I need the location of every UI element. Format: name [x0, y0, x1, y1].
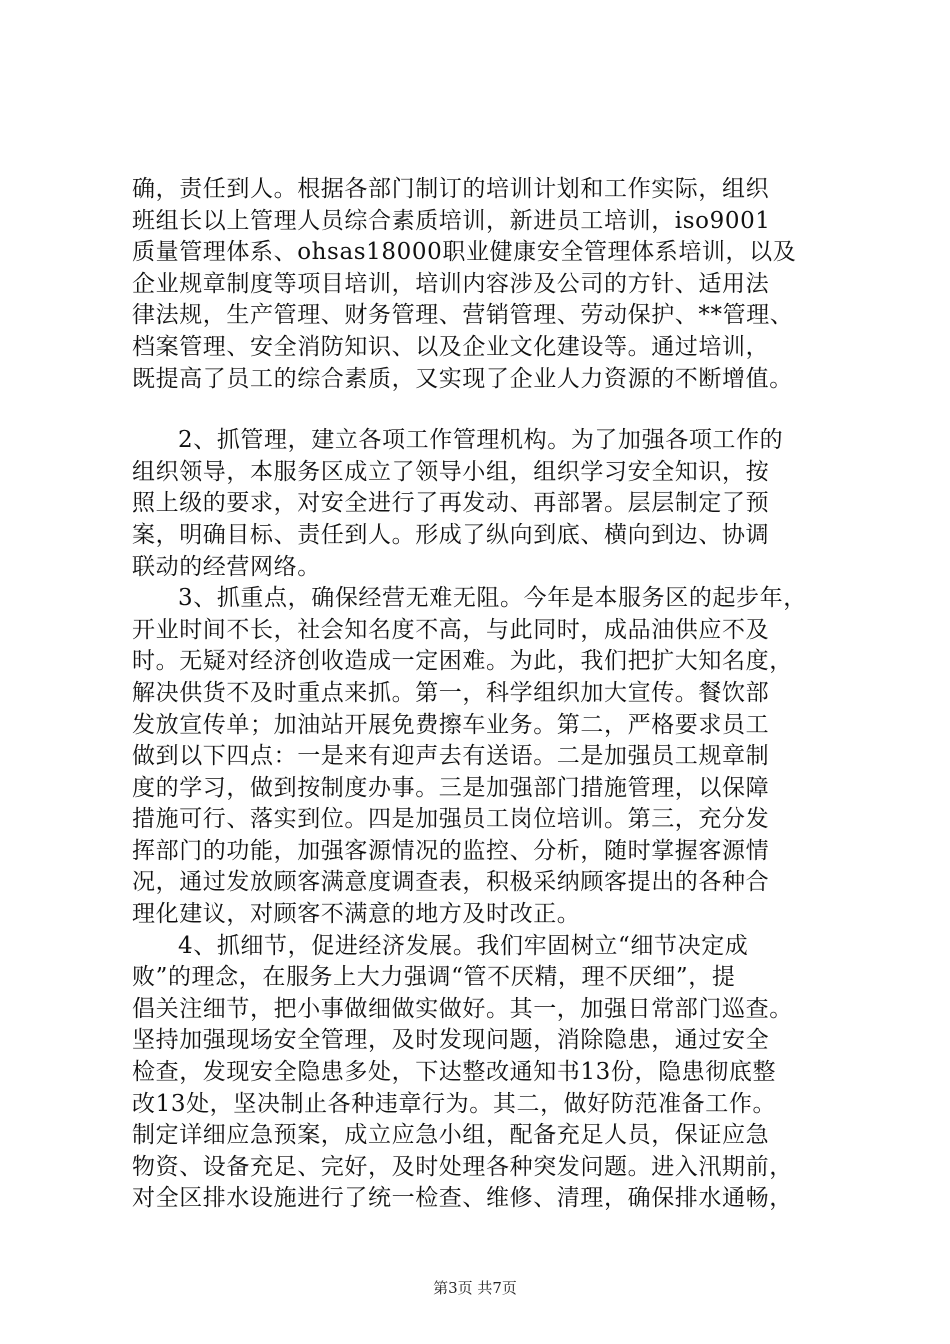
- text-line: 4、抓细节，促进经济发展。我们牢固树立“细节决定成: [178, 932, 749, 959]
- text-line: 档案管理、安全消防知识、以及企业文化建设等。通过培训，: [132, 333, 770, 360]
- text-line: 班组长以上管理人员综合素质培训，新进员工培训，iso9001: [132, 207, 771, 234]
- text-line: 3、抓重点，确保经营无难无阻。今年是本服务区的起步年，: [178, 585, 807, 612]
- text-line: 确，责任到人。根据各部门制订的培训计划和工作实际，组织: [132, 176, 770, 202]
- text-line: 做到以下四点：一是来有迎声去有送语。二是加强员工规章制: [132, 743, 770, 770]
- text-line: 解决供货不及时重点来抓。第一，科学组织加大宣传。餐饮部: [132, 679, 770, 706]
- paragraph-details: [132, 931, 862, 1215]
- text-line: 况，通过发放顾客满意度调查表，积极采纳顾客提出的各种合: [132, 869, 770, 896]
- text-line: 败”的理念，在服务上大力强调“管不厌精，理不厌细”，提: [132, 964, 736, 991]
- text-line: 措施可行、落实到位。四是加强员工岗位培训。第三，充分发: [132, 806, 770, 833]
- paragraph-spacer: [132, 395, 862, 425]
- text-line: 照上级的要求，对安全进行了再发动、再部署。层层制定了预: [132, 490, 770, 517]
- text-line: 企业规章制度等项目培训，培训内容涉及公司的方针、适用法: [132, 270, 770, 297]
- text-line: 案，明确目标、责任到人。形成了纵向到底、横向到边、协调: [132, 521, 770, 548]
- text-line: 律法规，生产管理、财务管理、营销管理、劳动保护、**管理、: [132, 302, 794, 329]
- text-line: 坚持加强现场安全管理，及时发现问题，消除隐患，通过安全: [132, 1027, 770, 1054]
- text-line: 对全区排水设施进行了统一检查、维修、清理，确保排水通畅，: [132, 1185, 793, 1212]
- text-line: 质量管理体系、ohsas18000职业健康安全管理体系培训，以及: [132, 239, 797, 266]
- text-line: 物资、设备充足、完好，及时处理各种突发问题。进入汛期前，: [132, 1153, 793, 1180]
- document-body: [132, 174, 862, 1215]
- paragraph-key-points: [132, 583, 862, 931]
- text-line: 时。无疑对经济创收造成一定困难。为此，我们把扩大知名度，: [132, 648, 793, 675]
- text-line: 开业时间不长，社会知名度不高，与此同时，成品油供应不及: [132, 616, 770, 643]
- text-line: 检查，发现安全隐患多处，下达整改通知书13份，隐患彻底整: [132, 1059, 777, 1086]
- text-line: 2、抓管理，建立各项工作管理机构。为了加强各项工作的: [178, 427, 784, 454]
- text-line: 联动的经营网络。: [132, 553, 321, 580]
- text-line: 发放宣传单；加油站开展免费擦车业务。第二，严格要求员工: [132, 711, 770, 738]
- text-line: 制定详细应急预案，成立应急小组，配备充足人员，保证应急: [132, 1122, 770, 1149]
- page-number-footer: 第3页 共7页: [433, 1279, 517, 1297]
- text-line: 改13处，坚决制止各种违章行为。其二，做好防范准备工作。: [132, 1090, 777, 1117]
- text-line: 倡关注细节，把小事做细做实做好。其一，加强日常部门巡查。: [132, 995, 793, 1022]
- text-line: 组织领导，本服务区成立了领导小组，组织学习安全知识，按: [132, 458, 770, 485]
- text-line: 度的学习，做到按制度办事。三是加强部门措施管理，以保障: [132, 774, 770, 801]
- text-line: 挥部门的功能，加强客源情况的监控、分析，随时掌握客源情: [132, 837, 770, 864]
- text-line: 理化建议，对顾客不满意的地方及时改正。: [132, 901, 581, 928]
- text-line: 既提高了员工的综合素质，又实现了企业人力资源的不断增值。: [132, 365, 793, 392]
- paragraph-management: [132, 425, 862, 583]
- paragraph-training: [132, 174, 862, 395]
